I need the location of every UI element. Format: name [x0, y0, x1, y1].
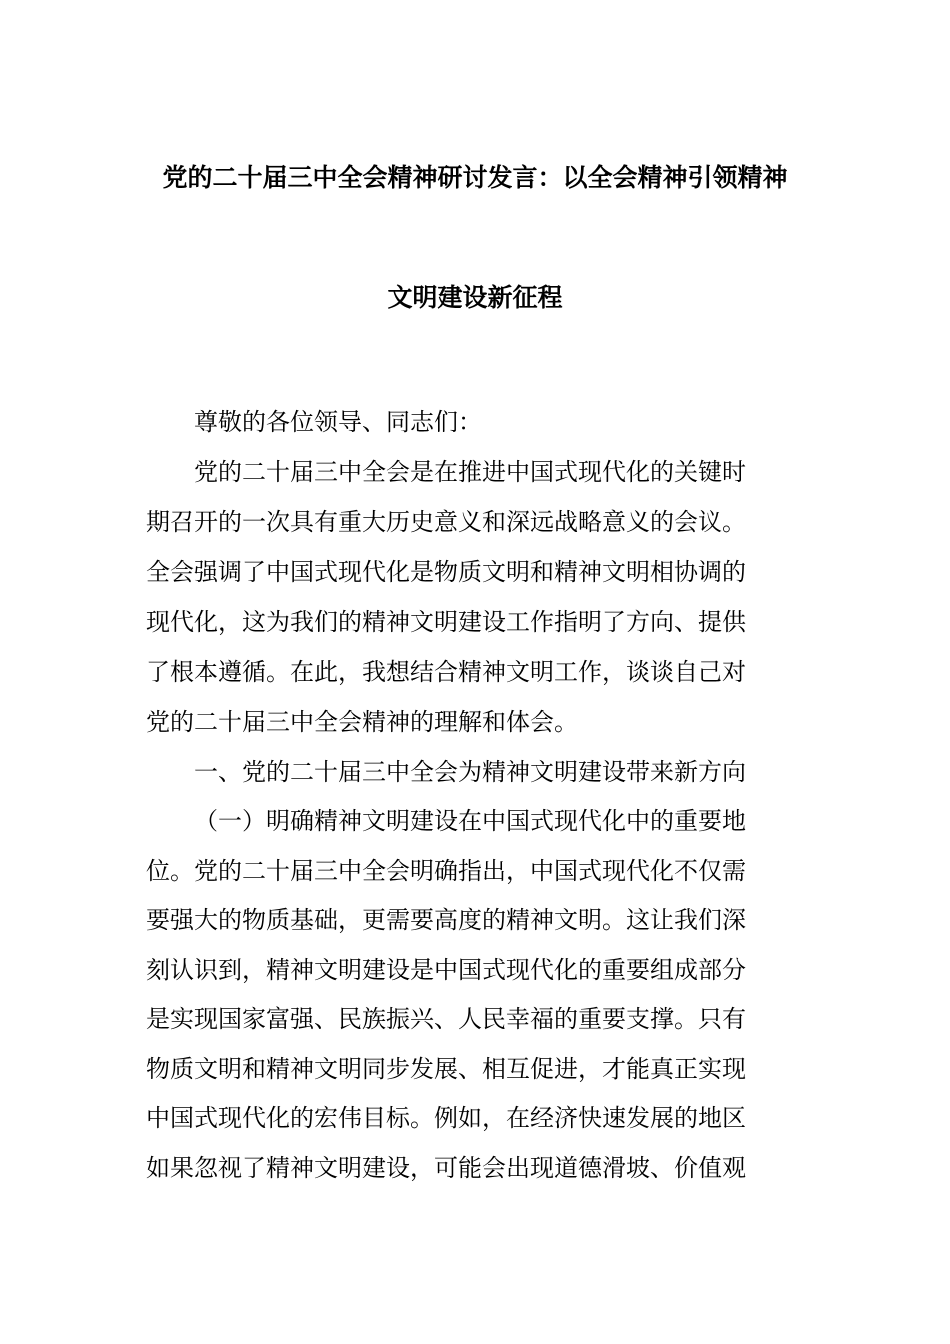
paragraph-line: 了根本遵循。在此，我想结合精神文明工作，谈谈自己对	[146, 658, 746, 686]
document-title-line-1: 党的二十届三中全会精神研讨发言：以全会精神引领精神	[162, 163, 788, 192]
subsection-heading: （一）明确精神文明建设在中国式现代化中的重要地	[194, 807, 746, 835]
paragraph-line: 物质文明和精神文明同步发展、相互促进，才能真正实现	[146, 1055, 746, 1083]
paragraph-line: 现代化，这为我们的精神文明建设工作指明了方向、提供	[146, 608, 746, 636]
paragraph-line: 要强大的物质基础，更需要高度的精神文明。这让我们深	[146, 906, 746, 934]
paragraph-line: 是实现国家富强、民族振兴、人民幸福的重要支撑。只有	[146, 1005, 746, 1033]
salutation: 尊敬的各位领导、同志们：	[194, 408, 482, 436]
paragraph-line: 全会强调了中国式现代化是物质文明和精神文明相协调的	[146, 558, 746, 586]
paragraph-line: 党的二十届三中全会精神的理解和体会。	[146, 708, 578, 736]
paragraph-line: 如果忽视了精神文明建设，可能会出现道德滑坡、价值观	[146, 1154, 746, 1182]
paragraph-line: 中国式现代化的宏伟目标。例如，在经济快速发展的地区	[146, 1104, 746, 1132]
paragraph-line: 党的二十届三中全会是在推进中国式现代化的关键时	[194, 458, 746, 486]
section-heading: 一、党的二十届三中全会为精神文明建设带来新方向	[194, 758, 746, 786]
document-title-line-2: 文明建设新征程	[387, 283, 563, 312]
paragraph-line: 刻认识到，精神文明建设是中国式现代化的重要组成部分	[146, 956, 746, 984]
paragraph-line: 期召开的一次具有重大历史意义和深远战略意义的会议。	[146, 508, 746, 536]
paragraph-line: 位。党的二十届三中全会明确指出，中国式现代化不仅需	[146, 857, 746, 885]
